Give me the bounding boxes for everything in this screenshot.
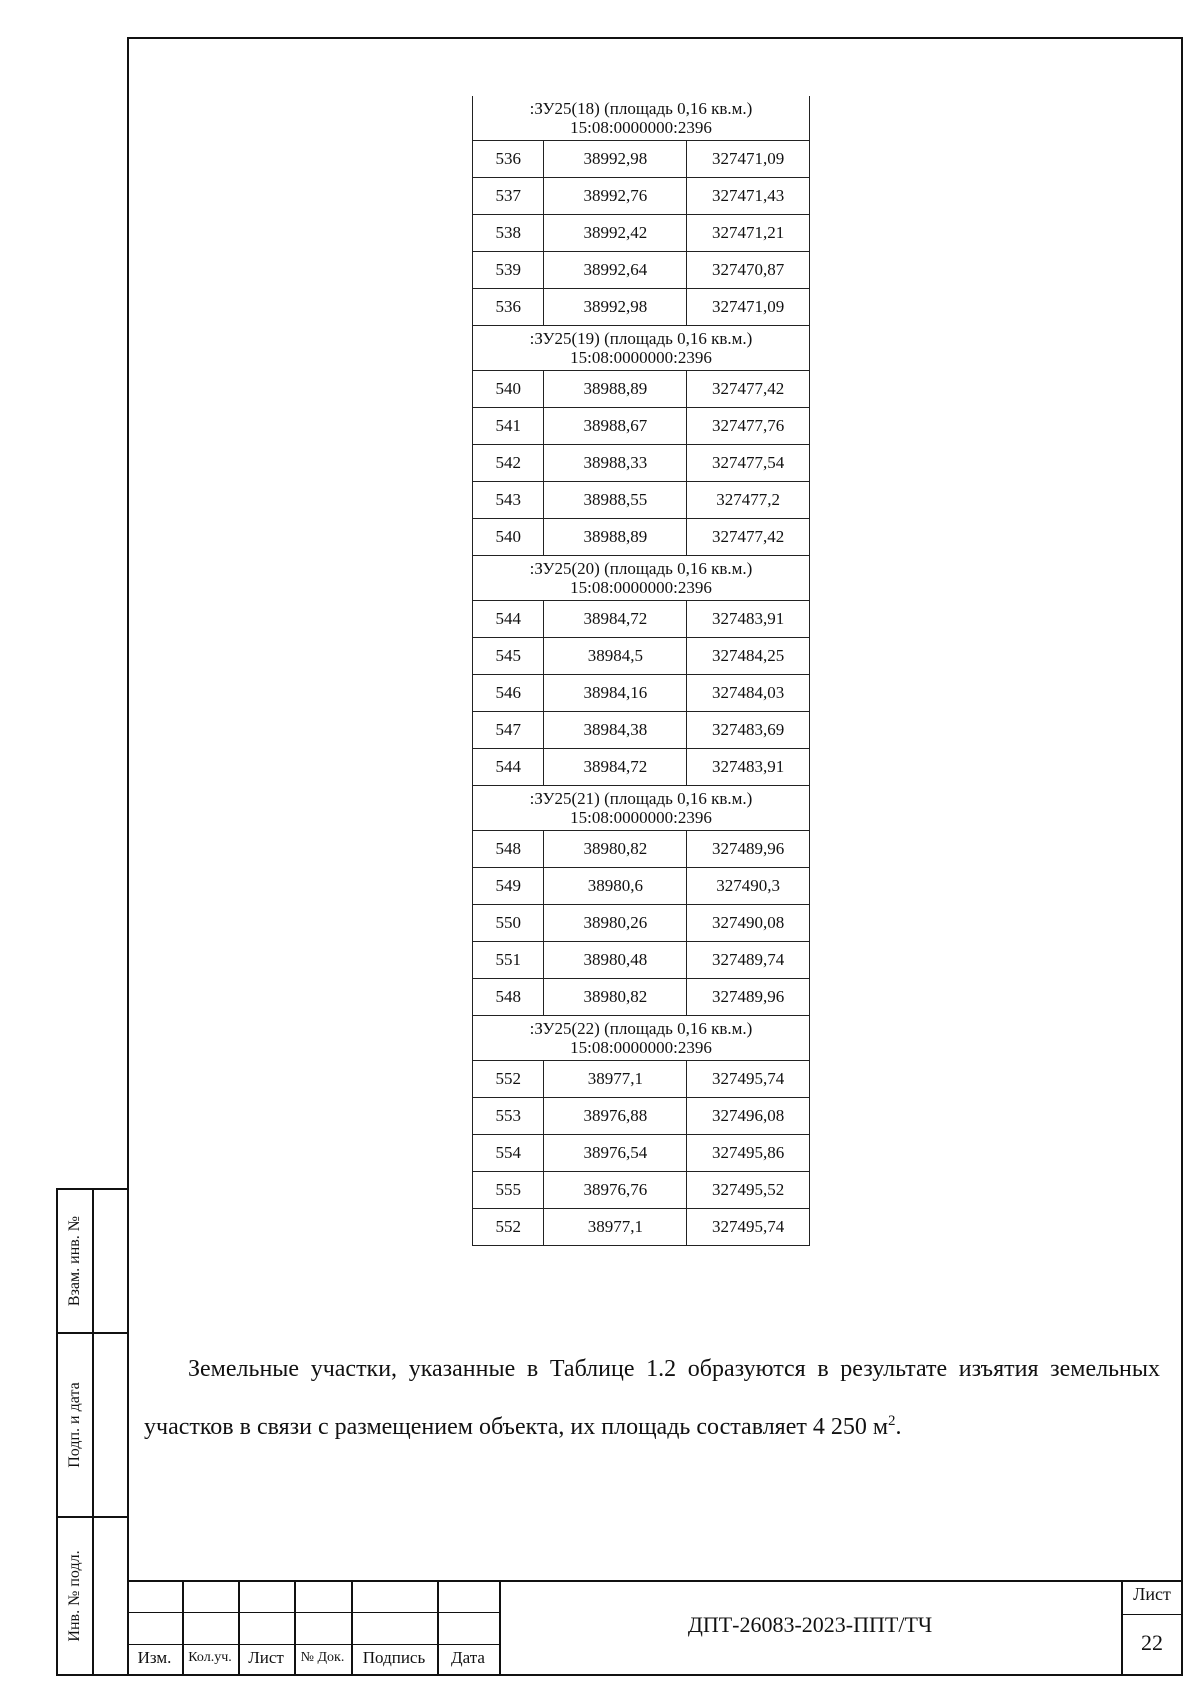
x-coordinate-cell: 38976,54	[544, 1135, 687, 1172]
tb-label-izm: Изм.	[137, 1648, 172, 1667]
y-coordinate-cell: 327484,25	[687, 638, 810, 675]
table-row	[473, 1209, 810, 1246]
y-coordinate-cell: 327471,09	[687, 289, 810, 326]
point-number-cell: 540	[473, 519, 544, 556]
y-coordinate-cell: 327471,43	[687, 178, 810, 215]
point-number-cell: 549	[473, 868, 544, 905]
x-coordinate-cell: 38984,16	[544, 675, 687, 712]
x-coordinate-cell: 38988,67	[544, 408, 687, 445]
table-row	[473, 141, 810, 178]
group-cadastral-number: 15:08:0000000:2396	[570, 1038, 712, 1057]
table-row	[473, 1061, 810, 1098]
y-coordinate-cell: 327477,2	[687, 482, 810, 519]
y-coordinate-cell: 327477,54	[687, 445, 810, 482]
point-number-cell: 544	[473, 749, 544, 786]
x-coordinate-cell: 38992,98	[544, 289, 687, 326]
table-row	[473, 289, 810, 326]
tb-label-kol-uch: Кол.уч.	[188, 1650, 232, 1665]
table-row	[473, 942, 810, 979]
point-number-cell: 551	[473, 942, 544, 979]
point-number-cell: 552	[473, 1209, 544, 1246]
y-coordinate-cell: 327483,91	[687, 601, 810, 638]
document-code: ДПТ-26083-2023-ППТ/ТЧ	[687, 1612, 933, 1637]
x-coordinate-cell: 38992,76	[544, 178, 687, 215]
group-title: :ЗУ25(22) (площадь 0,16 кв.м.)	[529, 1019, 753, 1038]
tb-label-signature: Подпись	[362, 1648, 426, 1667]
paragraph-text: Земельные участки, указанные в Таблице 1.2 образуются в результате изъятия земельных участков в связи с размещением объекта, их площадь составляет 4 250 м	[144, 1356, 1160, 1440]
table-row	[473, 408, 810, 445]
point-number-cell: 536	[473, 289, 544, 326]
y-coordinate-cell: 327489,96	[687, 831, 810, 868]
group-title: :ЗУ25(20) (площадь 0,16 кв.м.)	[529, 559, 753, 578]
y-coordinate-cell: 327490,3	[687, 868, 810, 905]
table-row	[473, 712, 810, 749]
point-number-cell: 540	[473, 371, 544, 408]
y-coordinate-cell: 327477,76	[687, 408, 810, 445]
y-coordinate-cell: 327490,08	[687, 905, 810, 942]
x-coordinate-cell: 38988,33	[544, 445, 687, 482]
point-number-cell: 548	[473, 979, 544, 1016]
y-coordinate-cell: 327483,69	[687, 712, 810, 749]
group-title: :ЗУ25(19) (площадь 0,16 кв.м.)	[529, 329, 753, 348]
side-label-inv-original: Инв. № подл.	[66, 1550, 83, 1642]
point-number-cell: 536	[473, 141, 544, 178]
group-header-cell	[473, 1016, 810, 1061]
y-coordinate-cell: 327495,74	[687, 1061, 810, 1098]
table-row	[473, 215, 810, 252]
x-coordinate-cell: 38992,98	[544, 141, 687, 178]
x-coordinate-cell: 38977,1	[544, 1209, 687, 1246]
y-coordinate-cell: 327477,42	[687, 519, 810, 556]
x-coordinate-cell: 38988,55	[544, 482, 687, 519]
x-coordinate-cell: 38984,72	[544, 601, 687, 638]
y-coordinate-cell: 327471,09	[687, 141, 810, 178]
x-coordinate-cell: 38980,82	[544, 979, 687, 1016]
y-coordinate-cell: 327495,86	[687, 1135, 810, 1172]
table-row	[473, 868, 810, 905]
group-header-cell	[473, 96, 810, 141]
table-row	[473, 252, 810, 289]
table-row	[473, 979, 810, 1016]
table-row	[473, 905, 810, 942]
point-number-cell: 547	[473, 712, 544, 749]
tb-label-doc-no: № Док.	[300, 1650, 345, 1665]
y-coordinate-cell: 327489,74	[687, 942, 810, 979]
point-number-cell: 537	[473, 178, 544, 215]
x-coordinate-cell: 38977,1	[544, 1061, 687, 1098]
table-row	[473, 445, 810, 482]
point-number-cell: 541	[473, 408, 544, 445]
x-coordinate-cell: 38984,38	[544, 712, 687, 749]
x-coordinate-cell: 38980,6	[544, 868, 687, 905]
group-header-row	[473, 96, 810, 141]
table-row	[473, 675, 810, 712]
side-label-swap-inv: Взам. инв. №	[66, 1215, 83, 1307]
x-coordinate-cell: 38984,72	[544, 749, 687, 786]
group-title: :ЗУ25(18) (площадь 0,16 кв.м.)	[529, 99, 753, 118]
x-coordinate-cell: 38980,26	[544, 905, 687, 942]
x-coordinate-cell: 38980,48	[544, 942, 687, 979]
y-coordinate-cell: 327484,03	[687, 675, 810, 712]
group-header-cell	[473, 556, 810, 601]
sheet-number: 22	[1141, 1630, 1163, 1655]
x-coordinate-cell: 38980,82	[544, 831, 687, 868]
point-number-cell: 539	[473, 252, 544, 289]
x-coordinate-cell: 38976,88	[544, 1098, 687, 1135]
point-number-cell: 545	[473, 638, 544, 675]
y-coordinate-cell: 327489,96	[687, 979, 810, 1016]
table-row	[473, 638, 810, 675]
tb-label-list: Лист	[248, 1648, 284, 1667]
point-number-cell: 546	[473, 675, 544, 712]
side-stamp	[56, 1188, 127, 1676]
table-row	[473, 749, 810, 786]
side-label-sign-date: Подп. и дата	[66, 1382, 83, 1468]
table-row	[473, 1172, 810, 1209]
side-cell-sign	[56, 1332, 127, 1518]
sheet-label: Лист	[1133, 1584, 1171, 1604]
point-number-cell: 555	[473, 1172, 544, 1209]
x-coordinate-cell: 38988,89	[544, 371, 687, 408]
x-coordinate-cell: 38992,42	[544, 215, 687, 252]
table-row	[473, 831, 810, 868]
point-number-cell: 548	[473, 831, 544, 868]
group-cadastral-number: 15:08:0000000:2396	[570, 578, 712, 597]
table-row	[473, 371, 810, 408]
x-coordinate-cell: 38992,64	[544, 252, 687, 289]
paragraph-superscript: 2	[888, 1413, 896, 1429]
x-coordinate-cell: 38984,5	[544, 638, 687, 675]
point-number-cell: 554	[473, 1135, 544, 1172]
group-title: :ЗУ25(21) (площадь 0,16 кв.м.)	[529, 789, 753, 808]
y-coordinate-cell: 327477,42	[687, 371, 810, 408]
y-coordinate-cell: 327483,91	[687, 749, 810, 786]
y-coordinate-cell: 327496,08	[687, 1098, 810, 1135]
point-number-cell: 552	[473, 1061, 544, 1098]
y-coordinate-cell: 327471,21	[687, 215, 810, 252]
x-coordinate-cell: 38988,89	[544, 519, 687, 556]
y-coordinate-cell: 327470,87	[687, 252, 810, 289]
table-row	[473, 1135, 810, 1172]
side-cell-inv	[56, 1516, 127, 1676]
group-header-cell	[473, 786, 810, 831]
point-number-cell: 550	[473, 905, 544, 942]
group-header-row	[473, 326, 810, 371]
y-coordinate-cell: 327495,74	[687, 1209, 810, 1246]
x-coordinate-cell: 38976,76	[544, 1172, 687, 1209]
group-cadastral-number: 15:08:0000000:2396	[570, 348, 712, 367]
group-header-row	[473, 786, 810, 831]
side-cell-swap	[56, 1188, 127, 1334]
point-number-cell: 553	[473, 1098, 544, 1135]
group-header-cell	[473, 326, 810, 371]
point-number-cell: 538	[473, 215, 544, 252]
tb-label-date: Дата	[451, 1648, 485, 1667]
table-row	[473, 482, 810, 519]
table-row	[473, 1098, 810, 1135]
group-cadastral-number: 15:08:0000000:2396	[570, 808, 712, 827]
group-header-row	[473, 1016, 810, 1061]
title-block	[127, 1580, 1183, 1676]
coordinates-table	[472, 96, 810, 1246]
group-header-row	[473, 556, 810, 601]
table-row	[473, 519, 810, 556]
point-number-cell: 543	[473, 482, 544, 519]
group-cadastral-number: 15:08:0000000:2396	[570, 118, 712, 137]
y-coordinate-cell: 327495,52	[687, 1172, 810, 1209]
point-number-cell: 542	[473, 445, 544, 482]
paragraph-end: .	[895, 1414, 902, 1440]
table-row	[473, 601, 810, 638]
point-number-cell: 544	[473, 601, 544, 638]
table-row	[473, 178, 810, 215]
body-paragraph	[144, 1343, 1160, 1453]
